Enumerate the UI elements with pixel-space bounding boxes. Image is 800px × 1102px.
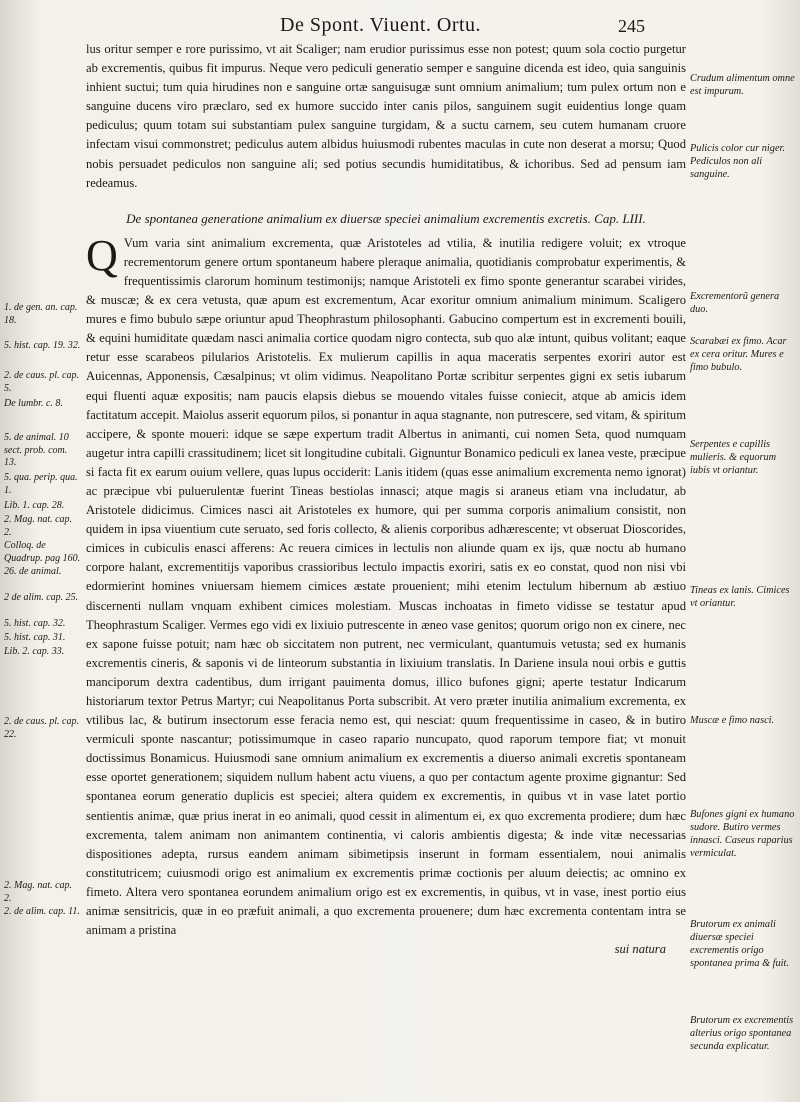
margin-ref: 2. de caus. pl. cap. 5.: [4, 370, 79, 394]
page-number: 245: [618, 16, 645, 36]
margin-note: Pulicis color cur niger. Pediculos non ali sanguine.: [690, 143, 785, 180]
margin-ref: Lib. 1. cap. 28.: [4, 500, 65, 511]
margin-note: Scarabæi ex fimo. Acar ex cera oritur. Mures e fimo bubulo.: [690, 336, 787, 373]
margin-ref: 1. de gen. an. cap. 18.: [4, 302, 78, 326]
right-margin-notes: [690, 0, 795, 1102]
left-margin-refs: [4, 0, 82, 1102]
margin-note: Muscæ e fimo nasci.: [690, 715, 775, 726]
paragraph-intro: lus oritur semper e rore purissimo, vt ait Scaliger; nam erudior purissimus esse non potest; quum sola coctio purgetur ab excrementis, quibus fit impurus. Neque vero pediculi generatio semper e sanguine dicenda est ideo, quia sanguinis inhient suctui; tum quia hirudines non e sanguine ortæ sanguisugæ sunt omnium animalium; tum pulex ortum non e sanguine ducens viro præclaro, sed ex humore succido inter canis pilos, sanguinem sugit euidentius longe quam pediculus; quum totam sui substantiam pulex sanguine turgidam, & a suctu carnem, seu cutem humanam cruore infectam visui commonstret; pediculus autem albidus huiusmodi rubentes maculas in cute non deserat a morsu; Quod nobis persuadet pediculos non sanguine ali; sed potius secundis humiditatibus, & ichoribus. Sed ad pensum iam redeamus.: [86, 42, 686, 190]
margin-ref: 2 de alim. cap. 25.: [4, 592, 79, 603]
drop-cap: Q: [86, 230, 118, 280]
margin-ref: 2. Mag. nat. cap. 2.: [4, 880, 73, 904]
paragraph-chapter-text: Vum varia sint animalium excrementa, quæ Aristoteles ad vtilia, & inutilia redigere voluit; ex vtroque recrementorum genere ortum spontaneum habere pleraque animalia, quotidianis comprobatur experimentis, & frequentissimis clarorum hominum testimonijs; namque Aristoteli ex fimo sponte generantur scarabei virides, & muscæ; & ex cera vetusta, quæ apum est excrementum, Acar exoritur omnium animalium minimum. Scaligero mures e fimo bubulo sæpe oriuntur apud Theophrastum philosophanti. Gabucino compertum est in excrementi bouili, & equini humiditate quædam nasci animalia cortice quodam nigro contecta, sub quo alæ intunt, quibus volitant; eaque retur esse scarabeos pilularios Aristotelis. Ex mulierum capillis in aqua maceratis serpentes exoriri autor est Auicennas, Apponensis, Cæsalpinus; vt olim vidimus. Neapolitano Portæ scribitur serpentes gigni ex setis iubarum equi fluenti aquæ expositis; nam paucis elapsis diebus se mouendo vitales fuisse coniecit, atque ab amicis idem factitatum accepit. Maiolus asserit equorum pilos, si ponantur in aqua stagnante, non putrescere, sed vitam, & spiritum accipere, & sponte moueri: idque se sæpe expertum tradit Albertus in animanti, cui nomen Seta, quod numquam augetur intra capilli crassitudinem; licet sit longitudine cubitali. Gignuntur Bonamico pediculi ex lanea veste, præcipue si facta fit ex earum ouium vellere, quas lupus occiderit: Lanis itidem (quas esse animalium excrementa nemo ignorat) ac præcipue vbi puluerulentæ fuerint Tineas bestiolas innasci; atque magis si araneus etiam vna includatur, ab Aristotele didicimus. Cimices nasci ait Aristoteles ex humore, qui per summa corporis animalium consistit, non quidem in ipsa viuentium cute seruato, sed foris collecto, & alienis corporibus adhærescente; vt obseruat Dioscorides, cimices in cubiculis enasci afferens: Ac reuera cimices in lectulis non aliunde quam ex ijs, quæ noctu ab humano corpore halant, excrementitijs vaporibus crassioribus lectulo impactis exoriri, satis ex eo constat, quod non nisi vbi edormierint homines vniuersam hiemem cimices æstate prouenient; mihi etenim lectulum hibernum ab æstiuo discernenti nullam vnquam exhibent cimices molestiam. Muscas inchoatas in fimeto vidisse se testatur apud Theophrastum Scaliger. Vermes ego vidi ex lixiuio putrescente in æneo vase genitos; quorum origo non ex cinere, nec ex sapone fuisse potuit; nam hæc ob siccitatem non putrent, nec vermiculant, quantumuis vetusta; sed ex humanis excrementis cineris, & saponis vi de linteorum substantia in lixiuium translatis. In Dariene insula noui orbis e guttis manciporum dextra cadentibus, dum irrigant pauimenta domus, illico bufones gigni; aperte testatur Indicarum historiarum textor Petrus Martyr; cui Neapolitanus Porta subscribit. At vero præter inutilia animalium excrementa, ex vtilibus lac, & butirum insectorum esse feracia nemo est, qui nesciat: quum frequentissime in caseo, & in butiro vermiculi sponte nascantur; potissimumque in caseo rapario nuncupato, quod raporum tempore fiat; vt monuit doctissimus Bonamicus. Huiusmodi sane omnium animalium ex excrementis a diuerso animali excretis spontaneam esse oportet generationem; siquidem nullum habent actu viuens, a quo per contactum agente proxime gignantur: Sed spontanea eorum generatio duplicis est speciei; altera quidem ex excrementis, in quibus vt in vase latet portio sentientis animæ, quæ prius inerat in eo animali, quod cessit in alimentum ei, ex quo excrementa prodiere; dum hæc excrementa, talem animam non animantem continentia, vi caloris ambientis digesta; & inde vitæ necessarias dispositiones adepta, rursus eandem animam sibimetipsis inserunt in formam essentialem, noui animalis constitutricem; cuiusmodi origo est animalium ex excrementis primæ coctionis per aluum deiectis; ac omnino ex fimeto. Altera vero spontanea eorundem animalium origo est ex excrementis, in quibus, vt in vase, inest portio eius animæ sensitricis, quæ in eo præfuit animali, a quo excrementa prouenere; dum hæc excrementa contentam intra se animam a pristina: [86, 235, 686, 938]
paragraph-chapter: [86, 230, 686, 940]
margin-note: Brutorum ex excrementis alterius origo spontanea secunda explicatur.: [690, 1015, 794, 1052]
margin-ref: 2. Mag. nat. cap. 2.: [4, 514, 73, 538]
margin-note: Tineas ex lanis. Cimices vt oriantur.: [690, 585, 790, 609]
catchword: sui natura: [614, 942, 666, 957]
margin-ref: 2. de caus. pl. cap. 22.: [4, 716, 79, 740]
margin-ref: Lib. 2. cap. 33.: [4, 646, 65, 657]
margin-note: Crudum alimentum omne est impurum.: [690, 73, 795, 97]
margin-ref: 5. qua. perip. qua. 1.: [4, 472, 78, 496]
margin-ref: De lumbr. c. 8.: [4, 398, 63, 409]
main-text: [86, 40, 686, 959]
margin-note: Bufones gigni ex humano sudore. Butiro vermes innasci. Caseus raparius vermiculat.: [690, 809, 795, 859]
margin-ref: 5. hist. cap. 31.: [4, 632, 66, 643]
margin-ref: 26. de animal.: [4, 566, 62, 577]
margin-ref: Colloq. de Quadrup. pag 160.: [4, 540, 81, 564]
margin-note: Excrementorũ genera duo.: [690, 291, 780, 315]
margin-note: Brutorum ex animali diuersæ speciei excrementis origo spontanea prima & fuit.: [690, 919, 789, 969]
margin-ref: 5. de animal. 10 sect. prob. com. 13.: [4, 432, 69, 468]
margin-ref: 2. de alim. cap. 11.: [4, 906, 80, 917]
chapter-title: De spontanea generatione animalium ex diuersæ speciei animalium excrementis excretis. Cap. LIII.: [126, 210, 646, 226]
margin-note: Serpentes e capillis mulieris. & equorum iubis vt oriantur.: [690, 439, 777, 476]
margin-ref: 5. hist. cap. 32.: [4, 618, 66, 629]
margin-ref: 5. hist. cap. 19. 32.: [4, 340, 81, 351]
running-title: De Spont. Viuent. Ortu.: [280, 14, 482, 36]
